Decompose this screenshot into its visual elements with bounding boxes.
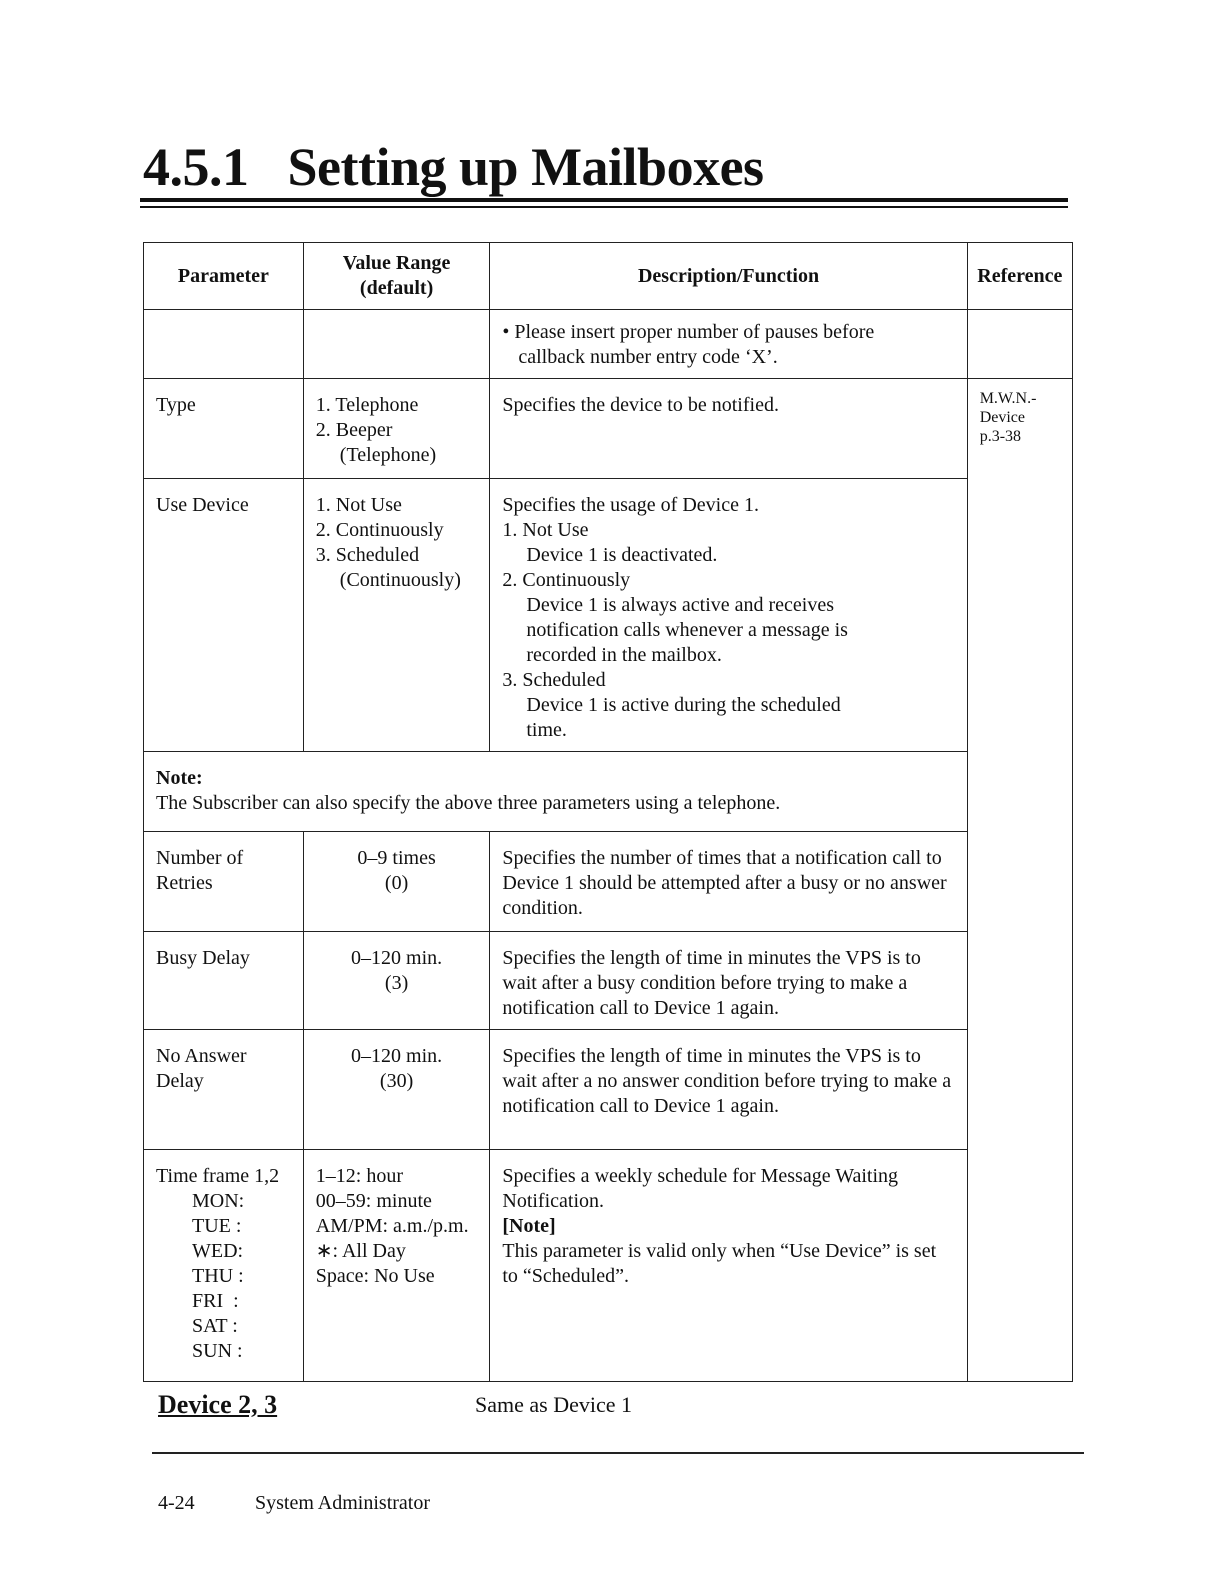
param-line: Delay bbox=[156, 1070, 204, 1092]
day-label: WED: bbox=[192, 1240, 244, 1262]
table-row bbox=[144, 1030, 1073, 1150]
param-line: No Answer bbox=[156, 1045, 247, 1067]
desc-line: Specifies a weekly schedule for Message Waiting Notification. bbox=[502, 1165, 899, 1212]
param-line: Time frame 1,2 bbox=[156, 1165, 280, 1187]
value-default: (3) bbox=[384, 972, 409, 994]
day-label: SAT : bbox=[192, 1315, 238, 1337]
value-line: 2. Beeper bbox=[315, 419, 393, 441]
value-line: 0–9 times bbox=[357, 847, 436, 869]
value-default: (0) bbox=[384, 872, 409, 894]
note-label: [Note] bbox=[502, 1215, 556, 1237]
table-row bbox=[144, 932, 1073, 1030]
value-line: 1–12: hour bbox=[315, 1165, 403, 1187]
value-line: 3. Scheduled bbox=[315, 544, 420, 566]
header-value-range bbox=[303, 243, 490, 310]
table-row bbox=[144, 479, 1073, 752]
desc-line: callback number entry code ‘X’. bbox=[518, 346, 778, 368]
desc-line: 3. Scheduled bbox=[502, 669, 606, 691]
table-row bbox=[144, 832, 1073, 932]
cell-value bbox=[303, 1150, 490, 1382]
desc-line: Specifies the usage of Device 1. bbox=[502, 494, 759, 516]
cell-description bbox=[490, 1150, 967, 1382]
cell-description: Specifies the number of times that a notification call to Device 1 should be attempted after a busy or no answer condition. bbox=[490, 832, 967, 932]
value-line: 0–120 min. bbox=[351, 947, 443, 969]
day-label: FRI : bbox=[192, 1290, 239, 1312]
note-cell bbox=[144, 752, 968, 832]
cell-reference bbox=[967, 379, 1072, 1382]
value-line: Space: No Use bbox=[315, 1265, 435, 1287]
desc-line: Device 1 is deactivated. bbox=[526, 544, 718, 566]
cell-value bbox=[303, 932, 490, 1030]
desc-line: Device 1 is always active and receives bbox=[526, 594, 835, 616]
header-description: Description/Function bbox=[490, 243, 967, 310]
note-text: The Subscriber can also specify the above three parameters using a telephone. bbox=[156, 792, 781, 814]
desc-line: notification calls whenever a message is bbox=[526, 619, 848, 641]
header-reference: Reference bbox=[967, 243, 1072, 310]
table-header-row bbox=[144, 243, 1073, 310]
value-default: (Telephone) bbox=[339, 444, 437, 466]
title-rule bbox=[140, 198, 1068, 202]
cell-value bbox=[303, 379, 490, 479]
desc-line: • Please insert proper number of pauses before bbox=[502, 321, 875, 343]
parameter-table bbox=[143, 242, 1073, 1382]
cell-parameter: Use Device bbox=[144, 479, 304, 752]
ref-line: p.3-38 bbox=[979, 428, 1022, 445]
value-line: 1. Telephone bbox=[315, 394, 419, 416]
day-label: THU : bbox=[192, 1265, 244, 1287]
cell-parameter: Busy Delay bbox=[144, 932, 304, 1030]
cell-value bbox=[303, 1030, 490, 1150]
cell-description: Specifies the length of time in minutes the VPS is to wait after a no answer condition before trying to make a notification call to Device 1 again. bbox=[490, 1030, 967, 1150]
cell-description: Specifies the device to be notified. bbox=[490, 379, 967, 479]
value-line: 1. Not Use bbox=[315, 494, 402, 516]
value-default: (30) bbox=[379, 1070, 414, 1092]
page-title: 4.5.1 Setting up Mailboxes bbox=[143, 137, 764, 197]
cell-parameter bbox=[144, 1030, 304, 1150]
value-line: 2. Continuously bbox=[315, 519, 444, 541]
desc-line: recorded in the mailbox. bbox=[526, 644, 722, 666]
note-label: Note: bbox=[156, 767, 203, 789]
footer-rule bbox=[152, 1452, 1084, 1454]
value-line: AM/PM: a.m./p.m. bbox=[315, 1215, 469, 1237]
cell-empty bbox=[144, 310, 304, 379]
day-label: TUE : bbox=[192, 1215, 242, 1237]
cell-empty bbox=[967, 310, 1072, 379]
param-line: Number of bbox=[156, 847, 244, 869]
ref-line: M.W.N.- bbox=[979, 390, 1037, 407]
header-parameter: Parameter bbox=[144, 243, 304, 310]
value-line: 0–120 min. bbox=[351, 1045, 443, 1067]
device-2-3-heading: Device 2, 3 bbox=[158, 1390, 278, 1419]
ref-line: Device bbox=[979, 409, 1025, 426]
cell-value bbox=[303, 832, 490, 932]
table-row bbox=[144, 310, 1073, 379]
page-number: 4-24 bbox=[158, 1492, 195, 1514]
device-2-3-text: Same as Device 1 bbox=[475, 1392, 632, 1417]
footer-section: System Administrator bbox=[255, 1492, 430, 1514]
header-default-label: (default) bbox=[359, 277, 434, 299]
cell-parameter bbox=[144, 1150, 304, 1382]
day-label: SUN : bbox=[192, 1340, 243, 1362]
value-default: (Continuously) bbox=[339, 569, 461, 591]
param-line: Retries bbox=[156, 872, 213, 894]
desc-line: 1. Not Use bbox=[502, 519, 589, 541]
cell-description bbox=[490, 479, 967, 752]
note-row bbox=[144, 752, 1073, 832]
table-row bbox=[144, 379, 1073, 479]
cell-parameter: Type bbox=[144, 379, 304, 479]
cell-description bbox=[490, 310, 967, 379]
table-row bbox=[144, 1150, 1073, 1382]
cell-description: Specifies the length of time in minutes the VPS is to wait after a busy condition before trying to make a notification call to Device 1 again. bbox=[490, 932, 967, 1030]
title-rule-thin bbox=[140, 206, 1068, 208]
header-value-range-label: Value Range bbox=[342, 252, 451, 274]
day-label: MON: bbox=[192, 1190, 245, 1212]
value-line: ∗: All Day bbox=[315, 1240, 406, 1262]
cell-empty bbox=[303, 310, 490, 379]
desc-line: time. bbox=[526, 719, 567, 741]
note-text: This parameter is valid only when “Use Device” is set to “Scheduled”. bbox=[502, 1240, 937, 1287]
cell-value bbox=[303, 479, 490, 752]
desc-line: 2. Continuously bbox=[502, 569, 631, 591]
cell-parameter bbox=[144, 832, 304, 932]
value-line: 00–59: minute bbox=[315, 1190, 432, 1212]
desc-line: Device 1 is active during the scheduled bbox=[526, 694, 841, 716]
